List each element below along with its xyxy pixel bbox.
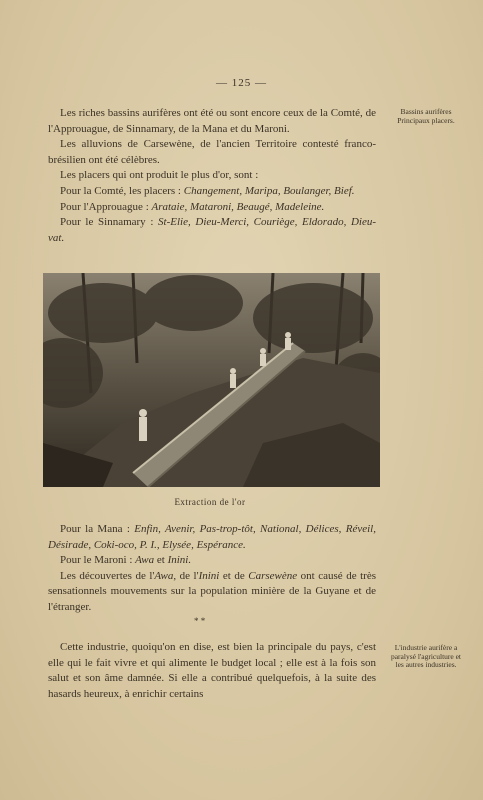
decouvertes-awa: Awa [154,569,174,582]
sidenote-bassins: Bassins aurifères Principaux placers. [397,107,455,125]
decouvertes-text-3: et de [219,569,249,582]
maroni-inini: Inini. [167,554,192,567]
list-mana: Enfin, Avenir, Pas-trop-tôt, National, Délices, Réveil, Désirade, Coki-oco, P. I., Elysée, Espérance. [48,523,376,551]
maroni-et: et [156,554,165,567]
label-sinnamary: Pour le Sinnamary : [60,216,154,229]
page-number: — 125 — [216,77,267,89]
paragraph-bassins: Les riches bassins aurifères ont été ou sont encore ceux de la Comté, de l'Approuague, de Sinnamary, de la Mana et du Maroni. [48,107,376,135]
decouvertes-carsewene: Carsewène [248,569,298,582]
sidenote-industrie: L'industrie aurifère a paralysé l'agriculture et les autres industries. [390,643,462,669]
placers-maroni [48,553,376,569]
list-sinnamary: St-Elie, Dieu-Merci, Couriège, Eldorado, Dieu-vat. [48,216,377,244]
text-block-middle [48,522,376,616]
label-mana: Pour la Mana : [60,523,130,535]
jungle-mining-photo [43,273,380,487]
paragraph-alluvions: Les alluvions de Carsewène, de l'ancien Territoire contesté franco-brésilien ont été célèbres. [48,138,376,166]
label-comte: Pour la Comté, les placers : [60,184,181,197]
paragraph-placers: Les placers qui ont produit le plus d'or, sont : [60,169,259,182]
paragraph-industrie: Cette industrie, quoiqu'on en dise, est bien la principale du pays, c'est elle qui le fait vivre et qui alimente le budget local ; elle est à la fois son salut et son âme damnée. Si elle a contribué quelquefois, à la suite des hasards heureux, à enrichir certains [48,641,376,700]
list-comte: Changement, Maripa, Boulanger, Bief. [183,184,355,197]
label-approuague: Pour l'Approuague : [60,200,149,213]
decouvertes-inini: Inini [198,569,220,582]
text-block-bottom [48,640,376,702]
list-approuague: Arataie, Mataroni, Beaugé, Madeleine. [151,200,325,213]
placers-mana [48,522,376,553]
label-maroni: Pour le Maroni : [60,554,133,567]
paragraph-decouvertes [48,569,376,616]
section-separator-stars: * * [194,616,206,626]
placers-comte [48,184,376,200]
placers-sinnamary [48,215,376,246]
decouvertes-text-2: , de l' [173,569,199,582]
decouvertes-text-1: Les découvertes de l' [60,569,155,582]
placers-approuague [48,200,376,216]
text-block-top [48,106,376,246]
photo-gold-extraction [43,273,380,487]
maroni-awa: Awa [135,554,155,567]
decouvertes-text-4: ont causé de très sensationnels mouvements sur la population minière de la Guyane et de l'étranger. [48,569,376,613]
photo-caption: Extraction de l'or [174,497,246,507]
